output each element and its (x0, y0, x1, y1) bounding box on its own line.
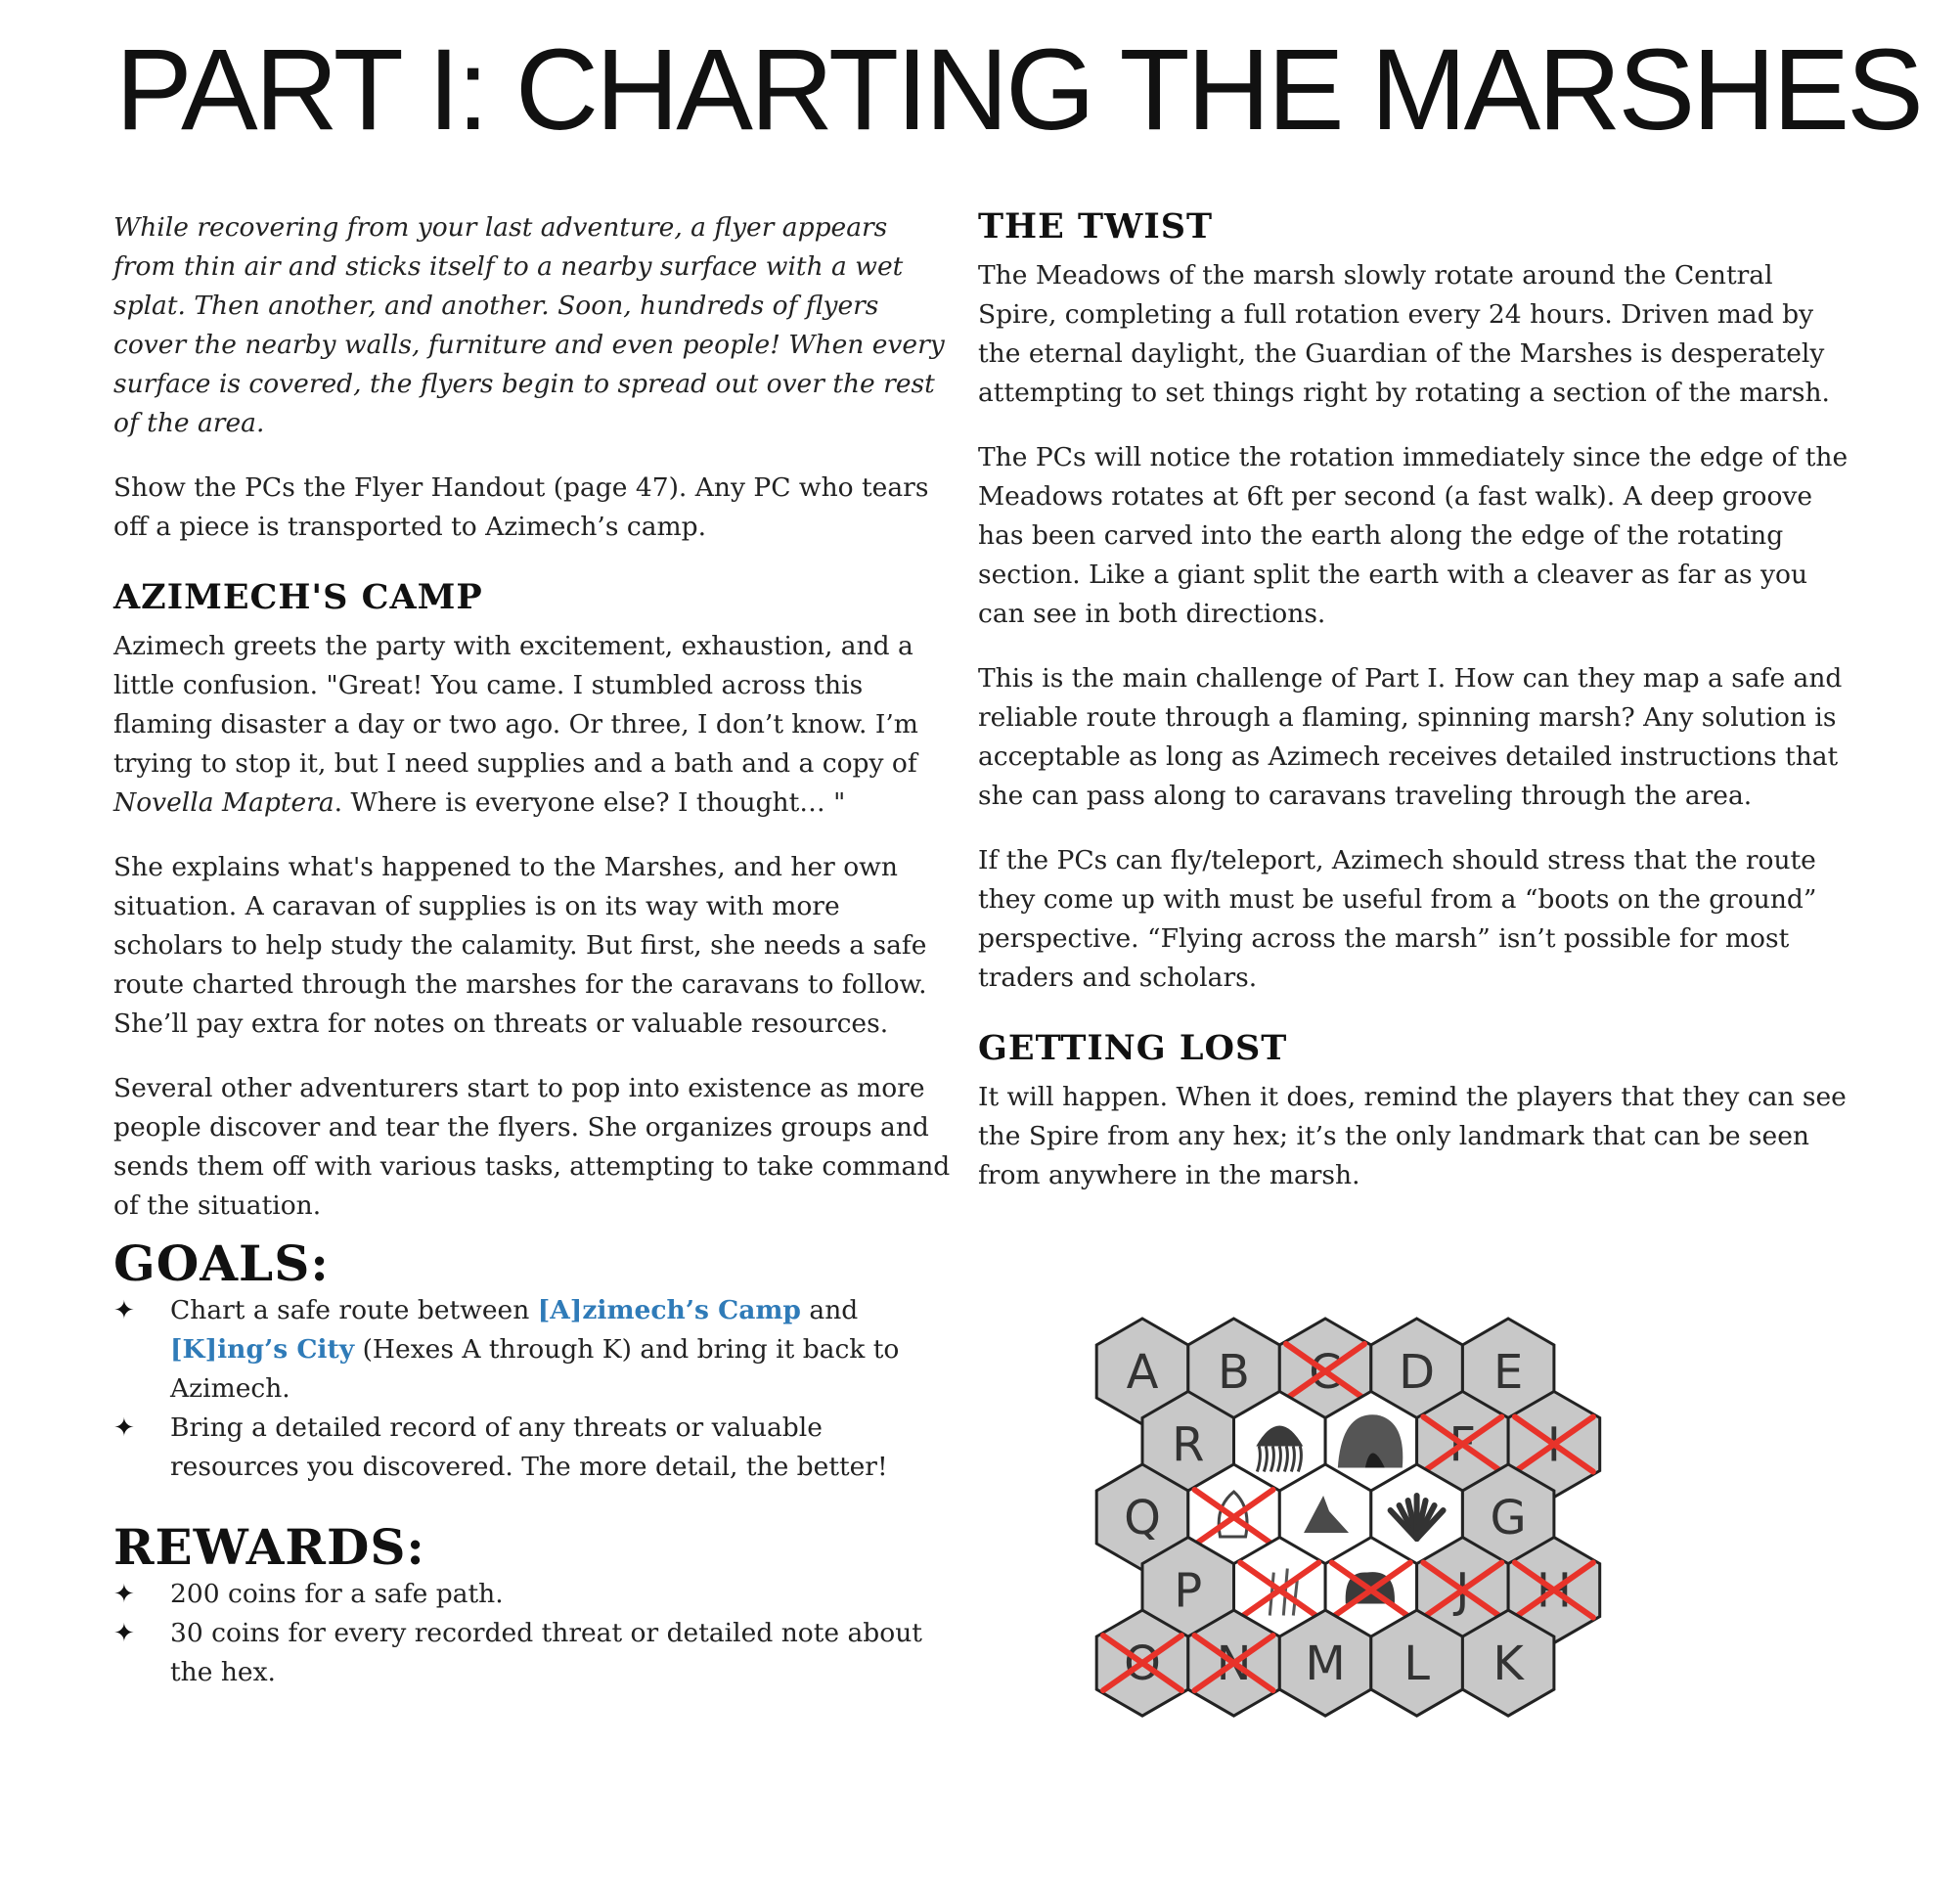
goals-list (113, 1291, 955, 1487)
lost-paragraph: It will happen. When it does, remind the players that they can see the Spire from any hex; it’s the only landmark that can be seen from anywhere in the marsh. (978, 1082, 1847, 1190)
rewards-heading: REWARDS: (113, 1518, 425, 1576)
hex-label: R (1172, 1417, 1205, 1473)
hex-label: G (1490, 1491, 1527, 1546)
hex-label: F (1448, 1417, 1477, 1473)
hex-label: J (1455, 1563, 1470, 1619)
hex-label: C (1309, 1345, 1342, 1400)
page-title: PART I: CHARTING THE MARSHES (115, 25, 1921, 155)
hex-label: N (1216, 1636, 1252, 1692)
hex-label: E (1492, 1345, 1524, 1400)
bullet-icon: ✦ (113, 1619, 135, 1648)
hex-label: B (1218, 1345, 1250, 1400)
camp-paragraph-3: Several other adventurers start to pop into existence as more people discover and tear the flyers. She organizes groups and sends them off with various tasks, attempting to take command of the situation. (113, 1073, 951, 1221)
lost-heading: GETTING LOST (978, 1028, 1288, 1068)
hex-map-svg (1086, 1311, 1712, 1810)
twist-paragraph-2: The PCs will notice the rotation immediately since the edge of the Meadows rotates at 6ft per second (a fast walk). A deep groove has been carved into the earth along the edge of the rotating section. Like a giant split the earth with a cleaver as far as you can see in both directions. (978, 442, 1849, 629)
goals-item-2: ✦ Bring a detailed record of any threats or valuable resources you discovered. The more detail, the better! (113, 1409, 955, 1487)
kings-city-link[interactable]: [K]ing’s City (170, 1334, 355, 1365)
hex-label: Q (1124, 1491, 1161, 1546)
camp-heading: AZIMECH'S CAMP (113, 577, 483, 617)
hex-label: K (1492, 1636, 1524, 1692)
book-title: Novella Maptera (113, 787, 334, 818)
bullet-icon: ✦ (113, 1580, 135, 1609)
hex-label: D (1399, 1345, 1436, 1400)
bullet-icon: ✦ (113, 1413, 135, 1443)
goals-heading: GOALS: (113, 1234, 330, 1292)
hex-label: L (1403, 1636, 1430, 1692)
twist-paragraph-3: This is the main challenge of Part I. How can they map a safe and reliable route through a flaming, spinning marsh? Any solution is acceptable as long as Azimech receives detailed instructions that she can pass along to caravans traveling through the area. (978, 663, 1843, 811)
hex-label: P (1174, 1563, 1203, 1619)
right-column (978, 196, 1858, 1221)
bullet-icon: ✦ (113, 1296, 135, 1325)
camp-paragraph-2: She explains what's happened to the Marshes, and her own situation. A caravan of supplies is on its way with more scholars to help study the calamity. But first, she needs a safe route charted through the marshes for the caravans to follow. She’ll pay extra for notes on threats or valuable resources. (113, 852, 927, 1039)
hex-label: A (1126, 1345, 1159, 1400)
azimech-camp-link[interactable]: [A]zimech’s Camp (537, 1295, 801, 1325)
intro-paragraph: While recovering from your last adventure, a flyer appears from thin air and sticks itself to a nearby surface with a wet splat. Then another, and another. Soon, hundreds of flyers cover the nearby walls, furniture and even people! When every surface is covered, the flyers begin to spread out over the rest of the area. (113, 212, 945, 438)
hex-map (1086, 1311, 1712, 1810)
hex-label: H (1536, 1563, 1572, 1619)
camp-paragraph-1: Azimech greets the party with excitement, exhaustion, and a little confusion. "Great! You came. I stumbled across this flaming disaster a day or two ago. Or three, I don’t know. I’m trying to stop it, but I need supplies and a bath and a copy of Novella Maptera. Where is everyone else? I thought… " (113, 631, 918, 818)
hex-label: I (1546, 1417, 1561, 1473)
rewards-list (113, 1575, 955, 1692)
goals-item-1: ✦ Chart a safe route between [A]zimech’s Camp and [K]ing’s City (Hexes A through K) and bring it back to Azimech. (113, 1291, 955, 1409)
hex-label: O (1124, 1636, 1161, 1692)
twist-paragraph-1: The Meadows of the marsh slowly rotate around the Central Spire, completing a full rotation every 24 hours. Driven mad by the eternal daylight, the Guardian of the Marshes is desperately attempting to set things right by rotating a section of the marsh. (978, 260, 1830, 408)
rewards-item-1: ✦ 200 coins for a safe path. (113, 1575, 955, 1614)
twist-heading: THE TWIST (978, 206, 1214, 246)
twist-paragraph-4: If the PCs can fly/teleport, Azimech should stress that the route they come up with must be useful from a “boots on the ground” perspective. “Flying across the marsh” isn’t possible for most traders and scholars. (978, 845, 1817, 993)
rewards-item-2: ✦ 30 coins for every recorded threat or detailed note about the hex. (113, 1614, 955, 1692)
handout-paragraph: Show the PCs the Flyer Handout (page 47). Any PC who tears off a piece is transported to Azimech’s camp. (113, 472, 929, 542)
hex-label: M (1305, 1636, 1346, 1692)
left-column (113, 208, 955, 1251)
